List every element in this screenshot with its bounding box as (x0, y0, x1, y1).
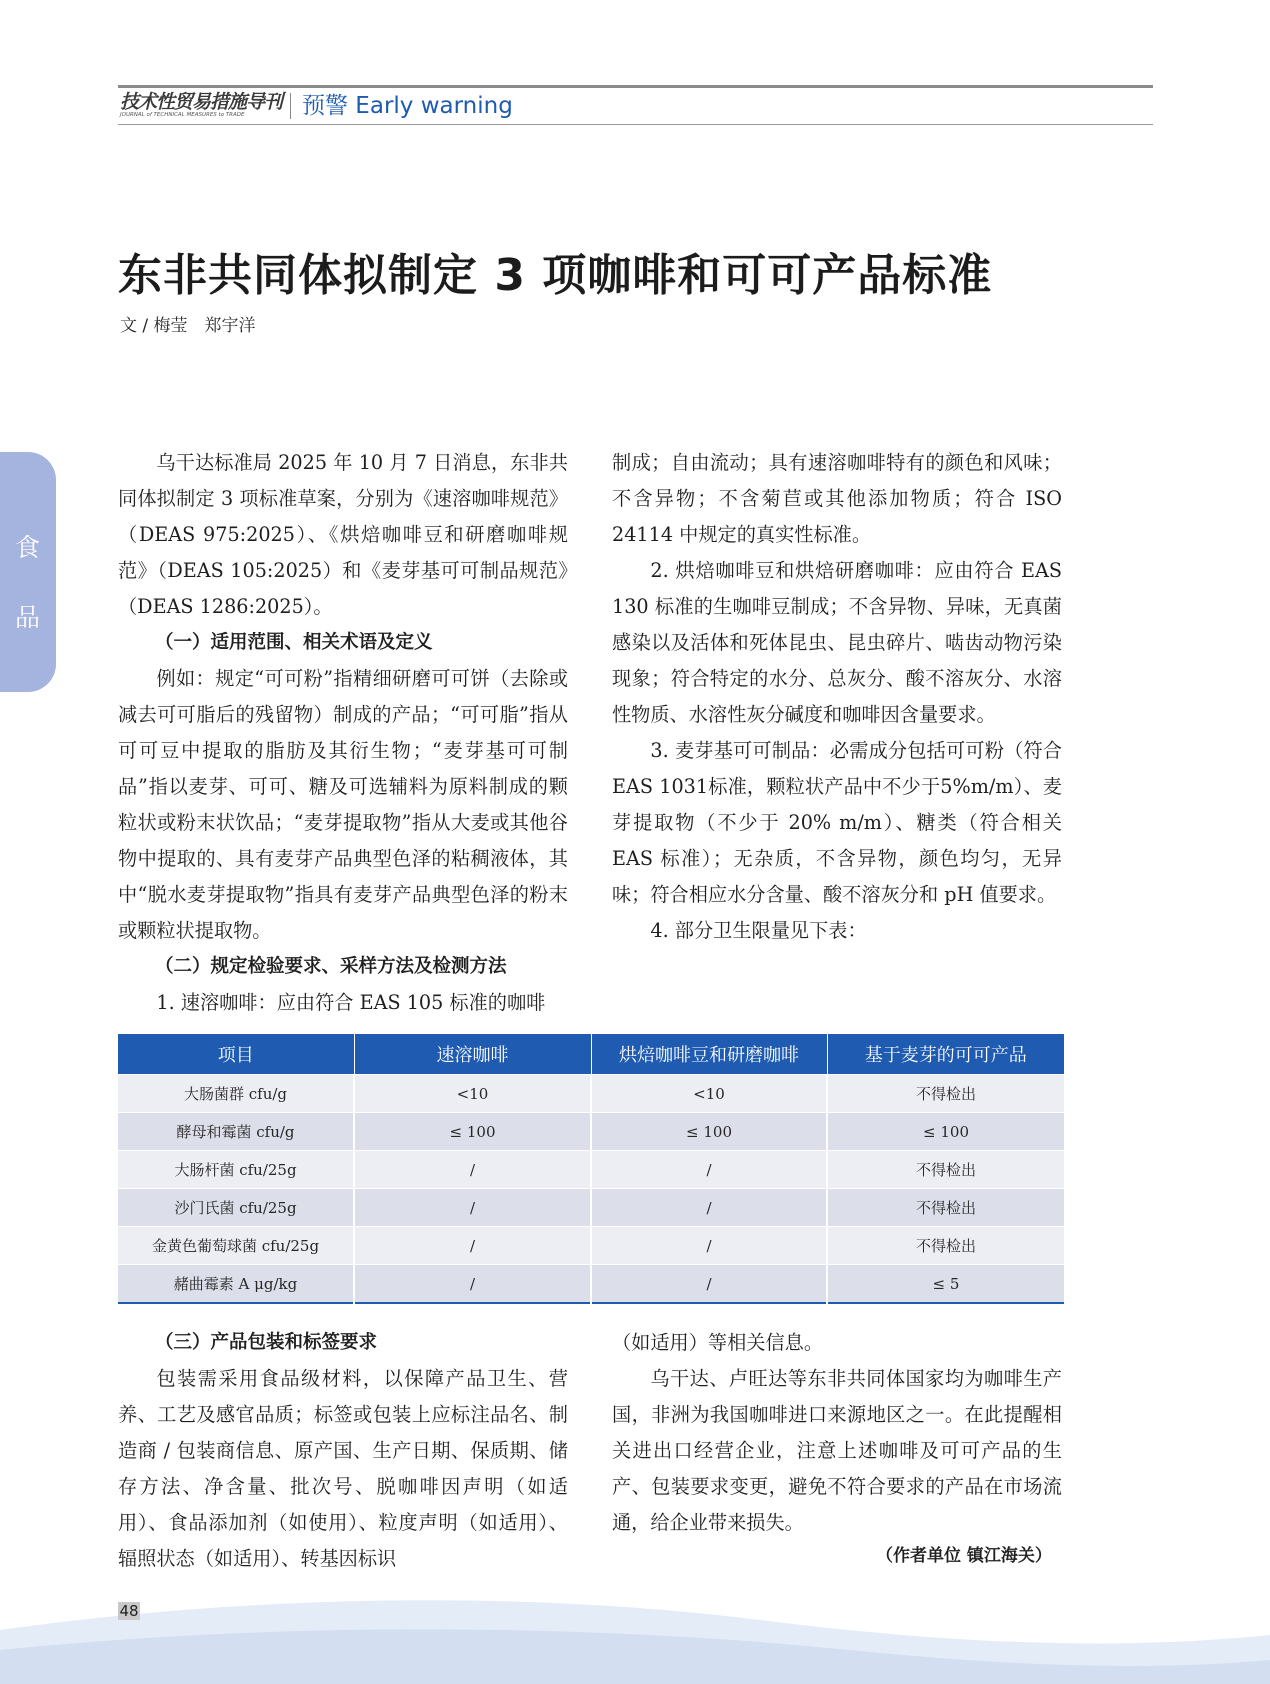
table-cell: 不得检出 (827, 1227, 1064, 1265)
article-byline: 文 / 梅莹 郑宇洋 (120, 316, 256, 336)
table-cell: / (591, 1265, 827, 1304)
body-column-left-top (118, 445, 568, 1021)
packaging-paragraph: 包装需采用食品级材料，以保障产品卫生、营养、工艺及感官品质；标签或包装上应标注品名、制造商 / 包装商信息、原产国、生产日期、保质期、储存方法、净含量、批次号、脱咖啡因声明（如适用）、食品添加剂（如使用）、粒度声明（如适用）、辐照状态（如适用）、转基因标识 (118, 1367, 568, 1570)
table-header-cell: 烘焙咖啡豆和研磨咖啡 (591, 1034, 827, 1075)
table-cell: 不得检出 (827, 1075, 1064, 1113)
item-1-paragraph-start: 1. 速溶咖啡：应由符合 EAS 105 标准的咖啡 (156, 991, 546, 1014)
body-column-left-bottom (118, 1325, 568, 1577)
table-header-cell: 项目 (118, 1034, 354, 1075)
closing-paragraph: 乌干达、卢旺达等东非共同体国家均为咖啡生产国，非洲为我国咖啡进口来源地区之一。在此提醒相关进出口经营企业，注意上述咖啡及可可产品的生产、包装要求变更，避免不符合要求的产品在市场流通，给企业带来损失。 (612, 1367, 1062, 1534)
item-1-paragraph-cont: 制成；自由流动；具有速溶咖啡特有的颜色和风味；不含异物；不含菊苣或其他添加物质；符合 ISO 24114 中规定的真实性标准。 (612, 451, 1062, 546)
item-4-paragraph: 4. 部分卫生限量见下表： (650, 919, 867, 942)
body-column-right-top (612, 445, 1062, 949)
table-cell: / (591, 1189, 827, 1227)
table-cell: 酵母和霉菌 cfu/g (118, 1113, 354, 1151)
table-cell: / (354, 1227, 591, 1265)
side-tab-char-2: 品 (15, 603, 41, 632)
table-cell: / (591, 1227, 827, 1265)
header-divider (290, 93, 291, 119)
table-row (118, 1227, 1064, 1265)
table-cell: ≤ 100 (354, 1113, 591, 1151)
side-tab-char-1: 食 (15, 533, 41, 562)
journal-name-en: JOURNAL of TECHNICAL MEASURES to TRADE (120, 112, 245, 118)
table-cell: 大肠菌群 cfu/g (118, 1075, 354, 1113)
page-number: 48 (119, 1602, 139, 1620)
table-row (118, 1113, 1064, 1151)
section-heading-2: （二）规定检验要求、采样方法及检测方法 (155, 956, 507, 977)
header-top-rule (118, 85, 1153, 88)
author-affiliation: （作者单位 镇江海关） (876, 1546, 1052, 1566)
journal-name-cn: 技术性贸易措施导刊 (120, 91, 283, 113)
table-cell: / (591, 1151, 827, 1189)
table-cell: 大肠杆菌 cfu/25g (118, 1151, 354, 1189)
table-header-cell: 速溶咖啡 (354, 1034, 591, 1075)
item-3-paragraph: 3. 麦芽基可可制品：必需成分包括可可粉（符合EAS 1031标准，颗粒状产品中不少于5%m/m）、麦芽提取物（不少于 20% m/m）、糖类（符合相关 EAS 标准）；无杂质，不含异物，颜色均匀，无异味；符合相应水分含量、酸不溶灰分和 pH 值要求。 (612, 739, 1062, 906)
table-cell: 沙门氏菌 cfu/25g (118, 1189, 354, 1227)
table-cell: <10 (354, 1075, 591, 1113)
definitions-paragraph: 例如：规定“可可粉”指精细研磨可可饼（去除或减去可可脂后的残留物）制成的产品；“可可脂”指从可可豆中提取的脂肪及其衍生物；“麦芽基可可制品”指以麦芽、可可、糖及可选辅料为原料制成的颗粒状或粉末状饮品；“麦芽提取物”指从大麦或其他谷物中提取的、具有麦芽产品典型色泽的粘稠液体，其中“脱水麦芽提取物”指具有麦芽产品典型色泽的粉末或颗粒状提取物。 (118, 667, 568, 942)
table-row (118, 1151, 1064, 1189)
table-cell: 赭曲霉素 A μg/kg (118, 1265, 354, 1304)
section-tag: 预警 Early warning (302, 93, 513, 119)
body-column-right-bottom (612, 1325, 1062, 1541)
table-row (118, 1265, 1064, 1304)
section-heading-1: （一）适用范围、相关术语及定义 (155, 632, 433, 653)
footer-wave-decoration (0, 1590, 1270, 1684)
table-cell: / (354, 1189, 591, 1227)
table-cell: ≤ 5 (827, 1265, 1064, 1304)
category-side-tab (0, 452, 56, 692)
table-cell: ≤ 100 (827, 1113, 1064, 1151)
table-cell: <10 (591, 1075, 827, 1113)
table-cell: ≤ 100 (591, 1113, 827, 1151)
table-header-row (118, 1034, 1064, 1075)
table-row (118, 1189, 1064, 1227)
item-2-paragraph: 2. 烘焙咖啡豆和烘焙研磨咖啡：应由符合 EAS 130 标准的生咖啡豆制成；不含异物、异味，无真菌感染以及活体和死体昆虫、昆虫碎片、啮齿动物污染现象；符合特定的水分、总灰分、酸不溶灰分、水溶性物质、水溶性灰分碱度和咖啡因含量要求。 (612, 559, 1062, 726)
header-bottom-rule (118, 124, 1153, 125)
table-cell: / (354, 1151, 591, 1189)
table-cell: 不得检出 (827, 1151, 1064, 1189)
table-cell: 金黄色葡萄球菌 cfu/25g (118, 1227, 354, 1265)
table-row (118, 1075, 1064, 1113)
table-cell: 不得检出 (827, 1189, 1064, 1227)
packaging-paragraph-cont: （如适用）等相关信息。 (612, 1331, 824, 1354)
hygiene-limits-table (118, 1034, 1064, 1304)
section-heading-3: （三）产品包装和标签要求 (155, 1332, 378, 1353)
article-title: 东非共同体拟制定 3 项咖啡和可可产品标准 (118, 250, 993, 301)
intro-paragraph: 乌干达标准局 2025 年 10 月 7 日消息，东非共同体拟制定 3 项标准草案，分别为《速溶咖啡规范》（DEAS 975:2025）、《烘焙咖啡豆和研磨咖啡规范》（DEAS 105:2025）和《麦芽基可可制品规范》（DEAS 1286:2025）。 (118, 451, 568, 618)
journal-logo (120, 91, 283, 122)
table-cell: / (354, 1265, 591, 1304)
table-header-cell: 基于麦芽的可可产品 (827, 1034, 1064, 1075)
